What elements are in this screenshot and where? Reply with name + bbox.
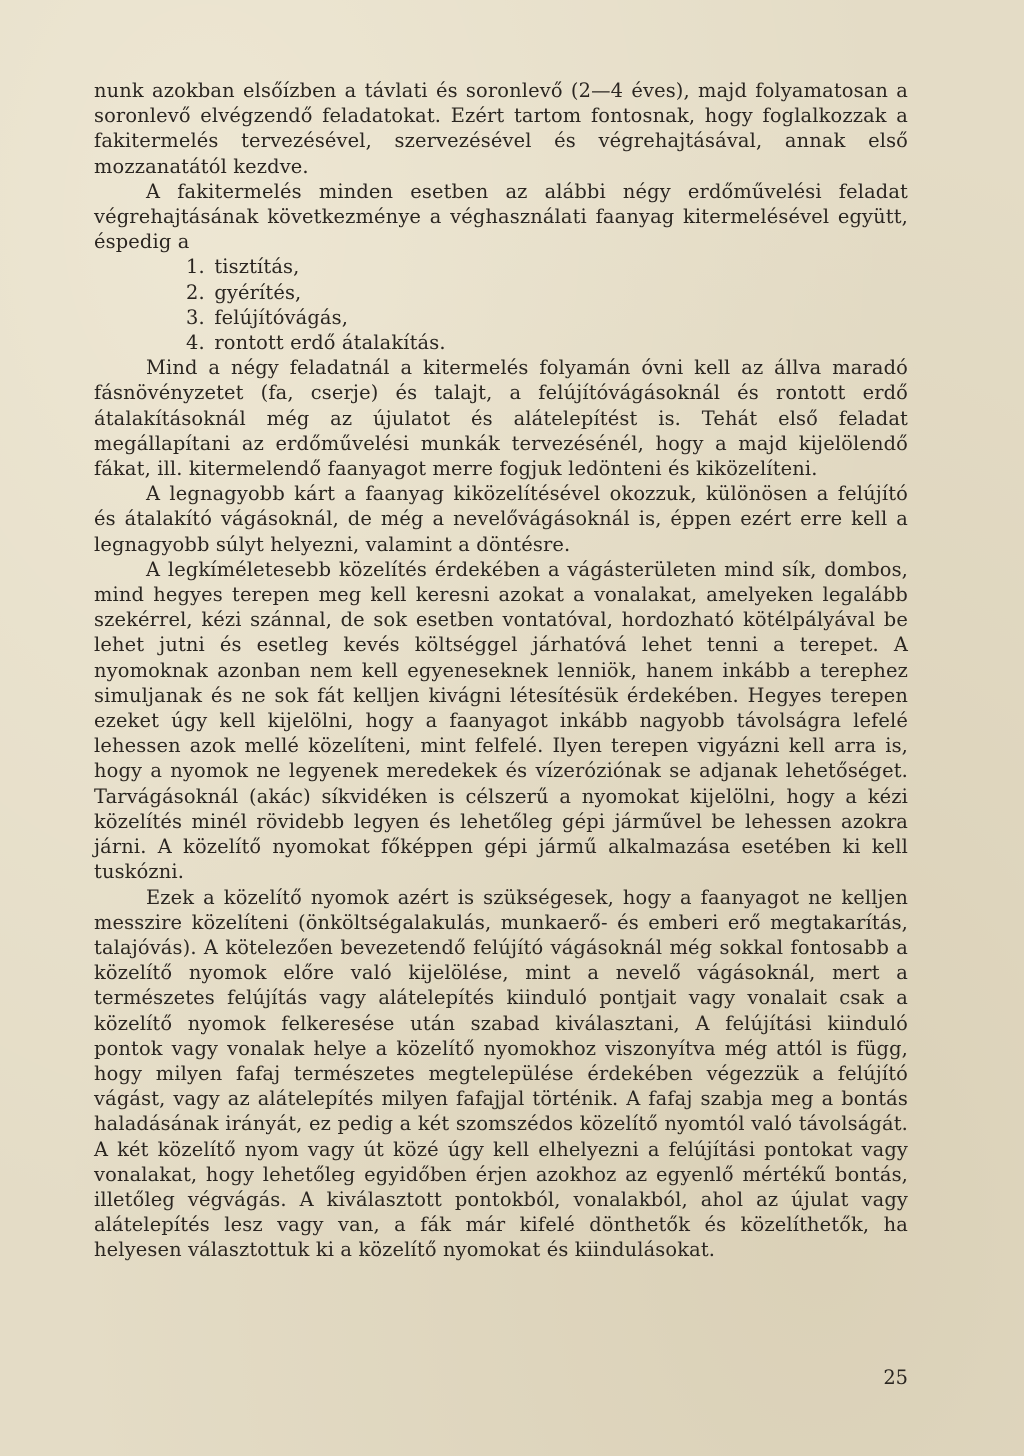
page-number: 25 bbox=[883, 1366, 908, 1389]
list-item-text: rontott erdő átalakítás. bbox=[214, 331, 446, 355]
list-item-text: felújítóvágás, bbox=[214, 305, 349, 329]
paragraph-kozelito-nyomok: Ezek a közelítő nyomok azért is szükségesek, hogy a faanyagot ne kelljen messzire közelíteni (önköltségalakulás, munkaerő- és emberi erő megtakarítás, talajóvás). A kötelezően bevezetendő felújító vágásoknál még sokkal fontosabb a közelítő nyomok előre való kijelölése, mint a nevelő vágásoknál, mert a természetes felújítás vagy alátelepítés kiinduló pontjait vagy vonalait csak a közelítő nyomok felkeresése után szabad kiválasztani, A felújítási kiinduló pontok vagy vonalak helye a közelítő nyomokhoz viszonyítva még attól is függ, hogy milyen fafaj természetes megtelepülése érdekében végezzük a felújító vágást, vagy az alátelepítés milyen fafajjal történik. A fafaj szabja meg a bontás haladásának irányát, ez pedig a két szomszédos közelítő nyomtól való távolságát. A két közelítő nyom vagy út közé úgy kell elhelyezni a felújítási pontokat vagy vonalakat, hogy lehetőleg egyidőben érjen azokhoz az egyenlő mértékű bontás, illetőleg végvágás. A kiválasztott pontokból, vonalakból, ahol az újulat vagy alátelepítés lesz vagy van, a fák már kifelé dönthetők és közelíthetők, ha helyesen választottuk ki a közelítő nyomokat és kiindulásokat. bbox=[94, 885, 908, 1262]
list-item bbox=[186, 330, 908, 355]
paragraph-legnagyobb-kar: A legnagyobb kárt a faanyag kiközelítésével okozzuk, különösen a felújító és átalakító vágásoknál, de még a nevelővágásoknál is, éppen ezért erre kell a legnagyobb súlyt helyezni, valamint a döntésre. bbox=[94, 482, 908, 556]
task-list bbox=[94, 254, 908, 355]
paragraph-kozelites: A legkíméletesebb közelítés érdekében a vágásterületen mind sík, dombos, mind hegyes terepen meg kell keresni azokat a vonalakat, amelyeken legalább szekérrel, kézi szánnal, de sok esetben vontatóval, hordozható kötélpályával be lehet jutni és esetleg kevés költséggel járhatóvá lehet tenni a terepet. A nyomoknak azonban nem kell egyeneseknek lenniök, hanem inkább a terephez simuljanak és ne sok fát kelljen kivágni létesítésük érdekében. Hegyes terepen ezeket úgy kell kijelölni, hogy a faanyagot inkább nagyobb távolságra lefelé lehessen azok mellé közelíteni, mint felfelé. Ilyen terepen vigyázni kell arra is, hogy a nyomok ne legyenek meredekek és vízeróziónak se adjanak lehetőséget. Tarvágásoknál (akác) síkvidéken is célszerű a nyomokat kijelölni, hogy a kézi közelítés minél rövidebb legyen és lehetőleg gépi járművel be lehessen azokra járni. A közelítő nyomokat főképpen gépi jármű alkalmazása esetében ki kell tuskózni. bbox=[94, 557, 908, 884]
list-item-text: gyérítés, bbox=[214, 280, 302, 304]
list-item-number: 4. bbox=[186, 331, 205, 355]
list-item-number: 2. bbox=[186, 280, 205, 304]
body-text bbox=[94, 78, 908, 1263]
list-item bbox=[186, 254, 908, 279]
list-item-number: 1. bbox=[186, 255, 205, 279]
list-item-text: tisztítás, bbox=[214, 255, 300, 279]
paragraph-continuation: nunk azokban elsőízben a távlati és soronlevő (2—4 éves), majd folyamatosan a soronlevő elvégzendő feladatokat. Ezért tartom fontosnak, hogy foglalkozzak a fakitermelés tervezésével, szervezésével és végrehajtásával, annak első mozzanatától kezdve. bbox=[94, 79, 908, 178]
paragraph-ovni: Mind a négy feladatnál a kitermelés folyamán óvni kell az állva maradó fásnövényzetet (fa, cserje) és talajt, a felújítóvágásoknál és rontott erdő átalakításoknál még az újulatot és alátelepítést is. Tehát első feladat megállapítani az erdőművelési munkák tervezésénél, hogy a majd kijelölendő fákat, ill. kitermelendő faanyagot merre fogjuk ledönteni és kiközelíteni. bbox=[94, 356, 908, 481]
list-item-number: 3. bbox=[186, 305, 205, 329]
list-item bbox=[186, 280, 908, 305]
list-item bbox=[186, 305, 908, 330]
paragraph-fakitermeles: A fakitermelés minden esetben az alábbi négy erdőművelési feladat végrehajtásának következménye a véghasználati faanyag kitermelésével együtt, éspedig a bbox=[94, 179, 908, 254]
